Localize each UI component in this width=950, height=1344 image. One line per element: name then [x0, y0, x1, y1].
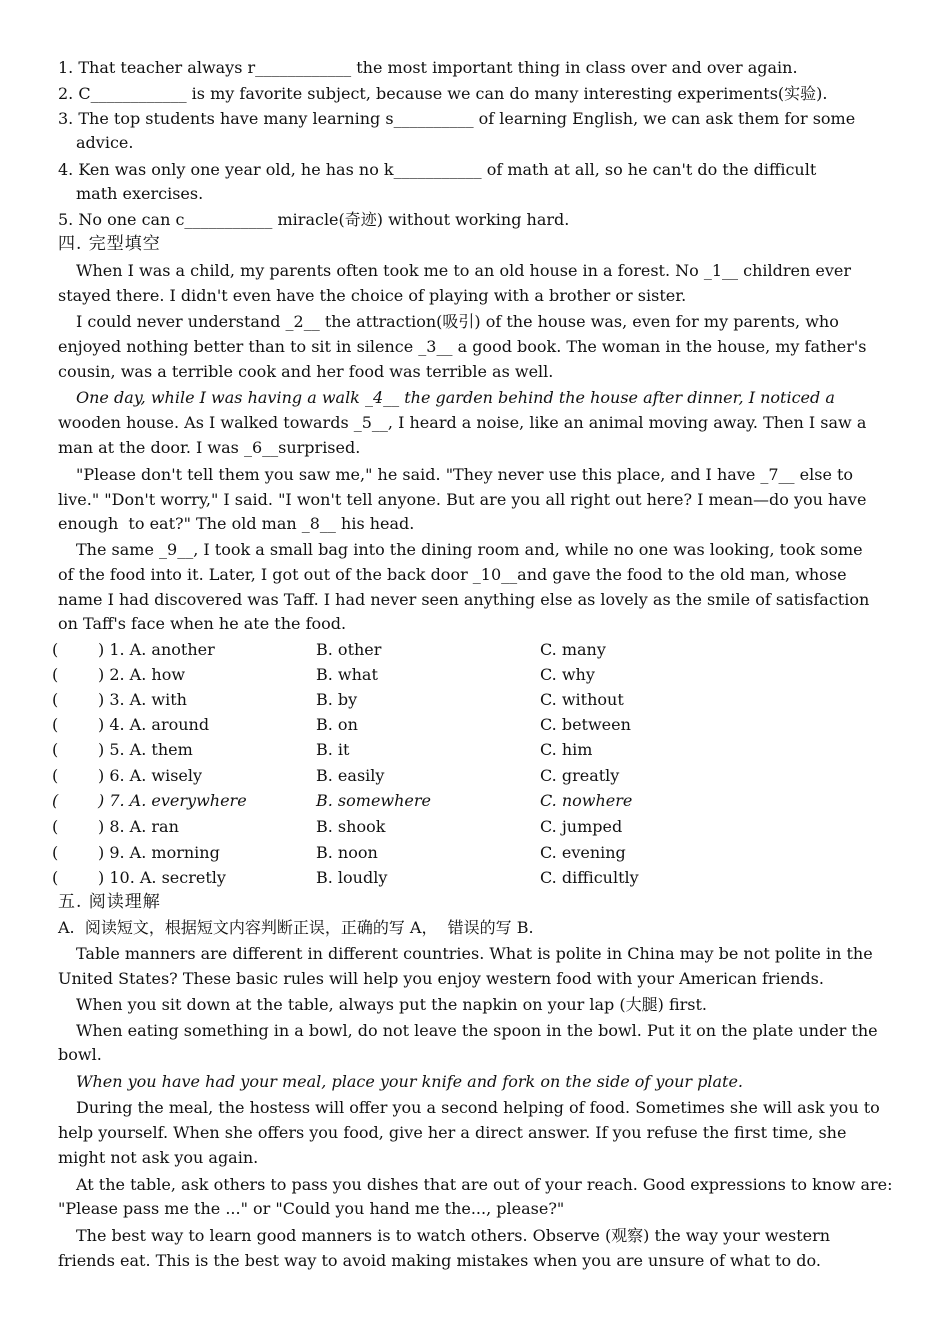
reading-paragraph-3: When eating something in a bowl, do not leave the spoon in the bowl. Put it on the plate under the	[76, 1021, 878, 1040]
cloze-paragraph-5-cont2: name I had discovered was Taff. I had never seen anything else as lovely as the smile of satisfaction	[58, 590, 870, 609]
option-b: B. somewhere	[316, 791, 431, 810]
option-c: C. why	[540, 665, 595, 684]
option-a: ) 6. A. wisely	[98, 766, 203, 785]
option-c: C. jumped	[540, 817, 623, 836]
question-4: 4. Ken was only one year old, he has no k___________ of math at all, so he can't do the difficult	[58, 160, 817, 179]
cloze-paragraph-4-cont2: enough to eat?" The old man _8__ his head.	[58, 514, 415, 533]
cloze-paragraph-2-cont: enjoyed nothing better than to sit in silence _3__ a good book. The woman in the house, my father's	[58, 337, 867, 356]
reading-paragraph-5: During the meal, the hostess will offer you a second helping of food. Sometimes she will ask you to	[76, 1098, 880, 1117]
answer-bracket[interactable]: (	[52, 665, 59, 684]
reading-paragraph-3-cont: bowl.	[58, 1045, 102, 1064]
reading-paragraph-7: The best way to learn good manners is to watch others. Observe (观察) the way your western	[76, 1226, 831, 1245]
cloze-paragraph-4-cont: live." "Don't worry," I said. "I won't tell anyone. But are you all right out here? I mean—do you have	[58, 490, 867, 509]
option-c: C. greatly	[540, 766, 620, 785]
option-a: ) 2. A. how	[98, 665, 186, 684]
option-a: ) 9. A. morning	[98, 843, 220, 862]
reading-paragraph-5-cont: help yourself. When she offers you food, give her a direct answer. If you refuse the first time, she	[58, 1123, 847, 1142]
option-c: C. evening	[540, 843, 626, 862]
option-b: B. what	[316, 665, 378, 684]
cloze-paragraph-3: One day, while I was having a walk _4__ the garden behind the house after dinner, I noticed a	[76, 388, 835, 407]
option-c: C. many	[540, 640, 606, 659]
cloze-paragraph-4: "Please don't tell them you saw me," he said. "They never use this place, and I have _7__ else to	[76, 465, 854, 484]
answer-bracket[interactable]: (	[52, 766, 59, 785]
reading-paragraph-7-cont: friends eat. This is the best way to avoid making mistakes when you are unsure of what to do.	[58, 1251, 821, 1270]
option-b: B. it	[316, 740, 350, 759]
option-a: ) 10. A. secretly	[98, 868, 226, 887]
cloze-paragraph-2-cont2: cousin, was a terrible cook and her food was terrible as well.	[58, 362, 554, 381]
answer-bracket[interactable]: (	[52, 817, 59, 836]
section-4-heading: 四. 完型填空	[58, 234, 161, 254]
question-3-cont: advice.	[76, 133, 134, 152]
cloze-paragraph-1-cont: stayed there. I didn't even have the choice of playing with a brother or sister.	[58, 286, 687, 305]
option-c: C. difficultly	[540, 868, 639, 887]
option-b: B. noon	[316, 843, 378, 862]
reading-paragraph-2: When you sit down at the table, always put the napkin on your lap (大腿) first.	[76, 995, 707, 1014]
question-2: 2. C____________ is my favorite subject, because we can do many interesting experiments(实验).	[58, 84, 828, 103]
cloze-paragraph-1: When I was a child, my parents often took me to an old house in a forest. No _1__ children ever	[76, 261, 851, 280]
option-a: ) 8. A. ran	[98, 817, 179, 836]
option-b: B. other	[316, 640, 382, 659]
answer-bracket[interactable]: (	[52, 690, 59, 709]
option-c: C. nowhere	[540, 791, 633, 810]
section-5-heading: 五. 阅读理解	[58, 892, 161, 912]
cloze-paragraph-3-cont2: man at the door. I was _6__surprised.	[58, 438, 361, 457]
option-b: B. loudly	[316, 868, 388, 887]
cloze-paragraph-3-cont: wooden house. As I walked towards _5__, I heard a noise, like an animal moving away. Then I saw a	[58, 413, 867, 432]
answer-bracket[interactable]: (	[52, 791, 59, 810]
reading-paragraph-6-cont: "Please pass me the ..." or "Could you hand me the..., please?"	[58, 1199, 565, 1218]
answer-bracket[interactable]: (	[52, 843, 59, 862]
reading-paragraph-4: When you have had your meal, place your knife and fork on the side of your plate.	[76, 1072, 744, 1091]
question-4-cont: math exercises.	[76, 184, 204, 203]
option-a: ) 1. A. another	[98, 640, 215, 659]
option-a: ) 7. A. everywhere	[98, 791, 247, 810]
cloze-paragraph-5: The same _9__, I took a small bag into the dining room and, while no one was looking, took some	[76, 540, 863, 559]
reading-paragraph-5-cont2: might not ask you again.	[58, 1148, 259, 1167]
cloze-paragraph-5-cont3: on Taff's face when he ate the food.	[58, 614, 347, 633]
option-c: C. him	[540, 740, 593, 759]
question-1: 1. That teacher always r____________ the most important thing in class over and over again.	[58, 58, 798, 77]
option-b: B. on	[316, 715, 358, 734]
reading-instruction: A. 阅读短文，根据短文内容判断正误，正确的写 A， 错误的写 B.	[58, 918, 534, 937]
option-b: B. shook	[316, 817, 386, 836]
reading-paragraph-1: Table manners are different in different countries. What is polite in China may be not polite in the	[76, 944, 873, 963]
option-b: B. by	[316, 690, 358, 709]
reading-paragraph-6: At the table, ask others to pass you dishes that are out of your reach. Good expressions to know are:	[76, 1175, 893, 1194]
answer-bracket[interactable]: (	[52, 715, 59, 734]
option-a: ) 5. A. them	[98, 740, 193, 759]
question-5: 5. No one can c___________ miracle(奇迹) without working hard.	[58, 210, 570, 229]
option-c: C. without	[540, 690, 624, 709]
reading-paragraph-1-cont: United States? These basic rules will help you enjoy western food with your American friends.	[58, 969, 824, 988]
question-3: 3. The top students have many learning s__________ of learning English, we can ask them for some	[58, 109, 856, 128]
option-a: ) 3. A. with	[98, 690, 187, 709]
answer-bracket[interactable]: (	[52, 640, 59, 659]
option-b: B. easily	[316, 766, 385, 785]
cloze-paragraph-5-cont: of the food into it. Later, I got out of the back door _10__and gave the food to the old man, whose	[58, 565, 847, 584]
cloze-paragraph-2: I could never understand _2__ the attraction(吸引) of the house was, even for my parents, who	[76, 312, 839, 331]
option-c: C. between	[540, 715, 631, 734]
answer-bracket[interactable]: (	[52, 868, 59, 887]
answer-bracket[interactable]: (	[52, 740, 59, 759]
option-a: ) 4. A. around	[98, 715, 210, 734]
